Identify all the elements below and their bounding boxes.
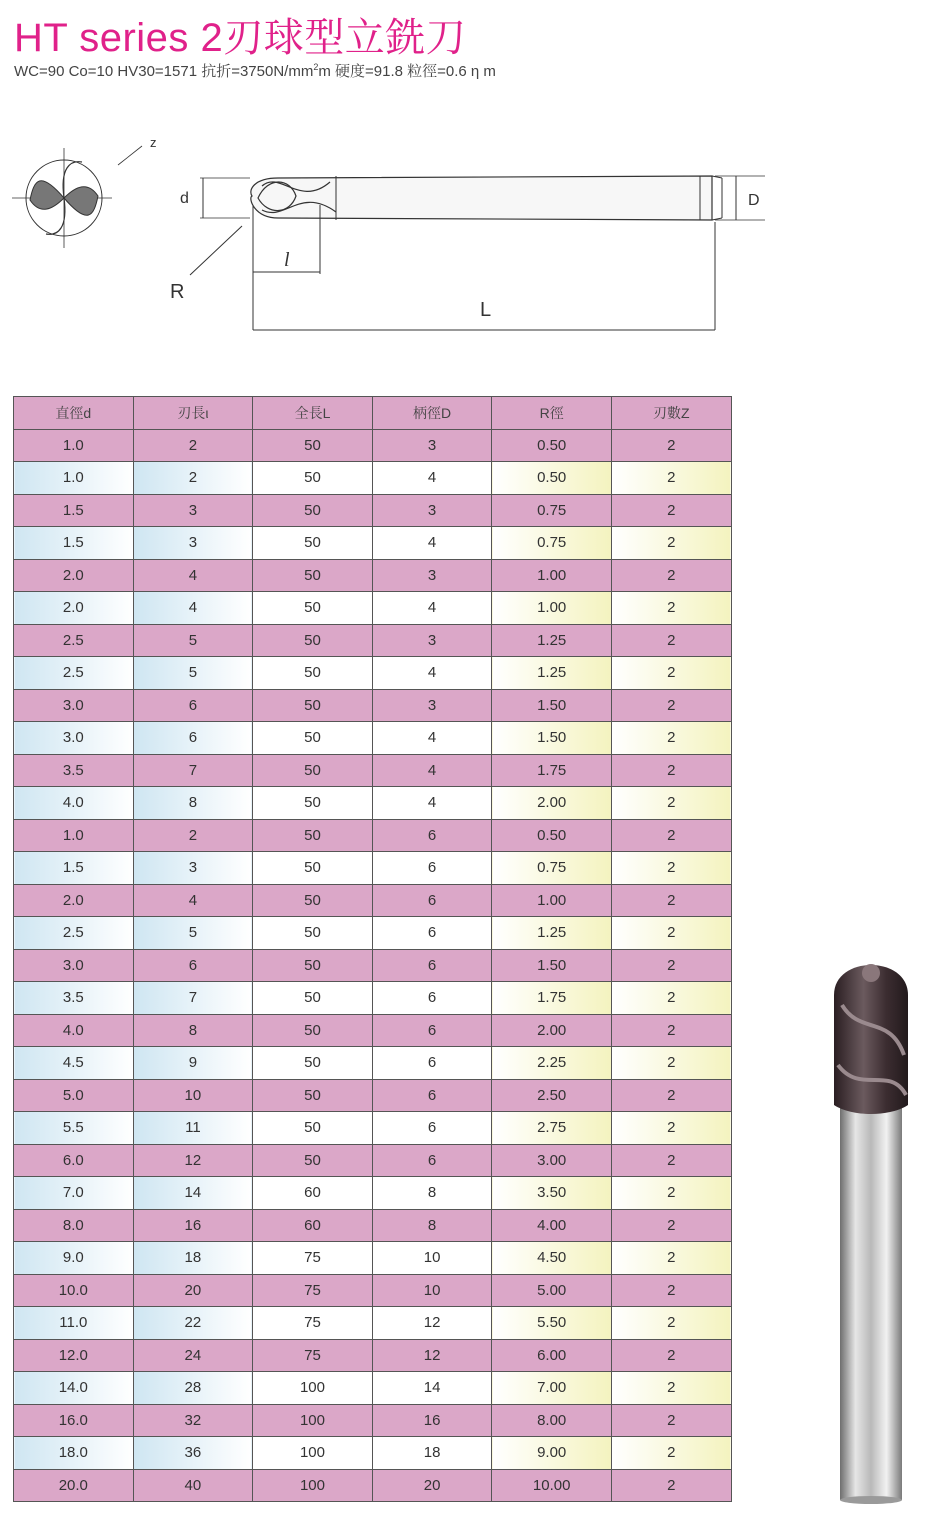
cell-shank-diameter: 3 — [372, 689, 492, 722]
table-row — [14, 592, 732, 625]
cell-flutes: 2 — [611, 1307, 731, 1340]
header-diameter: 直徑d — [14, 397, 134, 430]
cell-diameter: 4.0 — [14, 1014, 134, 1047]
cell-flutes: 2 — [611, 624, 731, 657]
table-row — [14, 1177, 732, 1210]
cell-overall-length: 50 — [253, 657, 373, 690]
cell-flutes: 2 — [611, 592, 731, 625]
cell-flutes: 2 — [611, 917, 731, 950]
cell-shank-diameter: 6 — [372, 884, 492, 917]
cell-overall-length: 75 — [253, 1274, 373, 1307]
label-d: d — [180, 190, 189, 207]
cell-diameter: 8.0 — [14, 1209, 134, 1242]
table-row — [14, 494, 732, 527]
cell-overall-length: 75 — [253, 1242, 373, 1275]
cell-diameter: 4.0 — [14, 787, 134, 820]
cell-shank-diameter: 3 — [372, 494, 492, 527]
cell-flutes: 2 — [611, 429, 731, 462]
cell-radius: 1.75 — [492, 754, 612, 787]
cell-radius: 4.00 — [492, 1209, 612, 1242]
header-flutes: 刃數Z — [611, 397, 731, 430]
cell-overall-length: 50 — [253, 787, 373, 820]
end-mill-product-photo — [820, 945, 920, 1505]
cell-radius: 0.75 — [492, 852, 612, 885]
cell-overall-length: 50 — [253, 754, 373, 787]
cell-flutes: 2 — [611, 494, 731, 527]
cell-shank-diameter: 6 — [372, 1079, 492, 1112]
cell-flute-length: 12 — [133, 1144, 253, 1177]
cell-diameter: 3.5 — [14, 754, 134, 787]
cell-shank-diameter: 8 — [372, 1209, 492, 1242]
table-row — [14, 462, 732, 495]
end-mill-dimension-diagram — [0, 120, 790, 340]
cell-diameter: 1.5 — [14, 527, 134, 560]
cell-flute-length: 10 — [133, 1079, 253, 1112]
cell-diameter: 7.0 — [14, 1177, 134, 1210]
table-row — [14, 624, 732, 657]
cell-overall-length: 100 — [253, 1469, 373, 1502]
table-row — [14, 1404, 732, 1437]
cell-flutes: 2 — [611, 1047, 731, 1080]
cell-flute-length: 6 — [133, 722, 253, 755]
cell-flutes: 2 — [611, 1339, 731, 1372]
cell-flute-length: 14 — [133, 1177, 253, 1210]
header-shank-diameter: 柄徑D — [372, 397, 492, 430]
cell-overall-length: 50 — [253, 429, 373, 462]
cell-flute-length: 36 — [133, 1437, 253, 1470]
cell-diameter: 1.0 — [14, 429, 134, 462]
table-row — [14, 1469, 732, 1502]
cell-flute-length: 5 — [133, 657, 253, 690]
cell-radius: 2.50 — [492, 1079, 612, 1112]
cell-flutes: 2 — [611, 754, 731, 787]
cell-flutes: 2 — [611, 1177, 731, 1210]
cell-shank-diameter: 4 — [372, 787, 492, 820]
cell-diameter: 3.0 — [14, 722, 134, 755]
cell-diameter: 1.0 — [14, 819, 134, 852]
cell-overall-length: 50 — [253, 884, 373, 917]
cell-flutes: 2 — [611, 982, 731, 1015]
cell-overall-length: 50 — [253, 1079, 373, 1112]
cell-flutes: 2 — [611, 559, 731, 592]
cell-radius: 3.00 — [492, 1144, 612, 1177]
table-row — [14, 1112, 732, 1145]
cell-radius: 0.75 — [492, 494, 612, 527]
cell-overall-length: 75 — [253, 1307, 373, 1340]
cell-diameter: 1.0 — [14, 462, 134, 495]
cell-radius: 2.00 — [492, 1014, 612, 1047]
cell-shank-diameter: 6 — [372, 917, 492, 950]
cell-diameter: 6.0 — [14, 1144, 134, 1177]
cell-flutes: 2 — [611, 1404, 731, 1437]
cell-radius: 0.75 — [492, 527, 612, 560]
cell-flute-length: 2 — [133, 819, 253, 852]
table-row — [14, 722, 732, 755]
cell-radius: 6.00 — [492, 1339, 612, 1372]
cell-radius: 1.00 — [492, 592, 612, 625]
cell-overall-length: 50 — [253, 1014, 373, 1047]
cell-flutes: 2 — [611, 657, 731, 690]
table-row — [14, 689, 732, 722]
cell-shank-diameter: 18 — [372, 1437, 492, 1470]
cell-diameter: 2.5 — [14, 657, 134, 690]
cell-radius: 1.25 — [492, 917, 612, 950]
cell-shank-diameter: 3 — [372, 429, 492, 462]
table-row — [14, 884, 732, 917]
cell-overall-length: 50 — [253, 917, 373, 950]
cell-radius: 1.50 — [492, 949, 612, 982]
shank-shape — [840, 1100, 902, 1500]
cell-flutes: 2 — [611, 1274, 731, 1307]
table-row — [14, 1047, 732, 1080]
cell-shank-diameter: 6 — [372, 1047, 492, 1080]
table-row — [14, 787, 732, 820]
cell-overall-length: 50 — [253, 592, 373, 625]
cell-shank-diameter: 20 — [372, 1469, 492, 1502]
table-row — [14, 657, 732, 690]
cell-radius: 9.00 — [492, 1437, 612, 1470]
cell-diameter: 9.0 — [14, 1242, 134, 1275]
cell-diameter: 5.0 — [14, 1079, 134, 1112]
table-row — [14, 527, 732, 560]
cell-flutes: 2 — [611, 1209, 731, 1242]
cell-overall-length: 50 — [253, 1112, 373, 1145]
cell-flutes: 2 — [611, 1014, 731, 1047]
table-row — [14, 949, 732, 982]
cell-diameter: 5.5 — [14, 1112, 134, 1145]
cell-radius: 1.00 — [492, 559, 612, 592]
cell-shank-diameter: 4 — [372, 722, 492, 755]
table-row — [14, 429, 732, 462]
cell-shank-diameter: 8 — [372, 1177, 492, 1210]
header-radius: R徑 — [492, 397, 612, 430]
table-row — [14, 559, 732, 592]
cell-radius: 1.75 — [492, 982, 612, 1015]
cell-flute-length: 3 — [133, 494, 253, 527]
cell-shank-diameter: 3 — [372, 559, 492, 592]
cell-diameter: 2.0 — [14, 559, 134, 592]
cell-flute-length: 7 — [133, 982, 253, 1015]
table-row — [14, 754, 732, 787]
label-D: D — [748, 192, 760, 209]
label-R: R — [170, 281, 185, 303]
table-row — [14, 982, 732, 1015]
cell-radius: 5.50 — [492, 1307, 612, 1340]
table-row — [14, 917, 732, 950]
table-row — [14, 1274, 732, 1307]
cell-radius: 10.00 — [492, 1469, 612, 1502]
cell-overall-length: 50 — [253, 722, 373, 755]
cell-flute-length: 11 — [133, 1112, 253, 1145]
cell-diameter: 11.0 — [14, 1307, 134, 1340]
cell-flutes: 2 — [611, 852, 731, 885]
cell-flute-length: 24 — [133, 1339, 253, 1372]
spec-table-body — [14, 429, 732, 1502]
cell-overall-length: 50 — [253, 559, 373, 592]
cell-overall-length: 60 — [253, 1177, 373, 1210]
cell-flutes: 2 — [611, 884, 731, 917]
cell-shank-diameter: 6 — [372, 982, 492, 1015]
cell-flute-length: 7 — [133, 754, 253, 787]
cell-overall-length: 50 — [253, 462, 373, 495]
cell-overall-length: 100 — [253, 1437, 373, 1470]
cell-shank-diameter: 6 — [372, 1144, 492, 1177]
cell-flutes: 2 — [611, 819, 731, 852]
cell-flute-length: 4 — [133, 559, 253, 592]
cell-radius: 1.50 — [492, 722, 612, 755]
cell-overall-length: 50 — [253, 624, 373, 657]
cell-shank-diameter: 4 — [372, 527, 492, 560]
cell-shank-diameter: 14 — [372, 1372, 492, 1405]
cell-flutes: 2 — [611, 1112, 731, 1145]
cell-radius: 5.00 — [492, 1274, 612, 1307]
cell-flute-length: 3 — [133, 527, 253, 560]
cell-flute-length: 3 — [133, 852, 253, 885]
table-row — [14, 1079, 732, 1112]
cell-overall-length: 50 — [253, 1144, 373, 1177]
cell-radius: 0.50 — [492, 429, 612, 462]
cell-diameter: 2.0 — [14, 592, 134, 625]
cell-shank-diameter: 10 — [372, 1242, 492, 1275]
table-row — [14, 819, 732, 852]
cell-flutes: 2 — [611, 689, 731, 722]
table-row — [14, 852, 732, 885]
cell-diameter: 3.0 — [14, 689, 134, 722]
cell-flute-length: 5 — [133, 624, 253, 657]
cell-overall-length: 50 — [253, 689, 373, 722]
cell-flute-length: 32 — [133, 1404, 253, 1437]
table-row — [14, 1209, 732, 1242]
cell-diameter: 2.5 — [14, 624, 134, 657]
cell-flute-length: 6 — [133, 689, 253, 722]
cell-flutes: 2 — [611, 722, 731, 755]
cell-shank-diameter: 4 — [372, 754, 492, 787]
cell-overall-length: 50 — [253, 949, 373, 982]
label-L: L — [480, 299, 492, 321]
cell-flute-length: 5 — [133, 917, 253, 950]
cell-diameter: 1.5 — [14, 852, 134, 885]
cell-shank-diameter: 3 — [372, 624, 492, 657]
cell-shank-diameter: 4 — [372, 657, 492, 690]
label-l: l — [284, 249, 290, 271]
end-view-icon — [12, 146, 142, 248]
cell-radius: 1.25 — [492, 657, 612, 690]
cell-flute-length: 16 — [133, 1209, 253, 1242]
cell-flute-length: 18 — [133, 1242, 253, 1275]
material-specs — [14, 60, 496, 81]
table-row — [14, 1014, 732, 1047]
cell-radius: 1.50 — [492, 689, 612, 722]
cell-flute-length: 40 — [133, 1469, 253, 1502]
cell-radius: 3.50 — [492, 1177, 612, 1210]
table-row — [14, 1242, 732, 1275]
cell-overall-length: 100 — [253, 1404, 373, 1437]
cell-diameter: 3.5 — [14, 982, 134, 1015]
cell-shank-diameter: 4 — [372, 592, 492, 625]
cell-overall-length: 50 — [253, 1047, 373, 1080]
cell-radius: 4.50 — [492, 1242, 612, 1275]
cell-flute-length: 2 — [133, 429, 253, 462]
cell-diameter: 14.0 — [14, 1372, 134, 1405]
cell-flutes: 2 — [611, 949, 731, 982]
cell-shank-diameter: 6 — [372, 819, 492, 852]
header-flute-length: 刃長ι — [133, 397, 253, 430]
table-row — [14, 1372, 732, 1405]
cell-shank-diameter: 6 — [372, 949, 492, 982]
cell-radius: 2.00 — [492, 787, 612, 820]
cell-overall-length: 60 — [253, 1209, 373, 1242]
cell-flutes: 2 — [611, 527, 731, 560]
table-row — [14, 1144, 732, 1177]
cell-overall-length: 50 — [253, 852, 373, 885]
cell-shank-diameter: 6 — [372, 1014, 492, 1047]
specs-text: WC=90 Co=10 HV30=1571 抗折=3750N/mm — [14, 63, 314, 80]
end-mill-side-view — [190, 176, 765, 330]
cell-radius: 0.50 — [492, 819, 612, 852]
cell-flute-length: 8 — [133, 1014, 253, 1047]
cell-diameter: 4.5 — [14, 1047, 134, 1080]
table-header-row — [14, 397, 732, 430]
cell-radius: 2.75 — [492, 1112, 612, 1145]
cell-flutes: 2 — [611, 1079, 731, 1112]
cell-overall-length: 50 — [253, 819, 373, 852]
cell-flutes: 2 — [611, 1469, 731, 1502]
cell-diameter: 16.0 — [14, 1404, 134, 1437]
cell-flute-length: 4 — [133, 592, 253, 625]
cell-shank-diameter: 4 — [372, 462, 492, 495]
cell-flute-length: 9 — [133, 1047, 253, 1080]
cell-flute-length: 4 — [133, 884, 253, 917]
cell-flute-length: 20 — [133, 1274, 253, 1307]
cell-flutes: 2 — [611, 1437, 731, 1470]
label-z: z — [150, 135, 157, 150]
cell-diameter: 18.0 — [14, 1437, 134, 1470]
cell-shank-diameter: 12 — [372, 1307, 492, 1340]
cell-overall-length: 75 — [253, 1339, 373, 1372]
cell-radius: 0.50 — [492, 462, 612, 495]
cell-flutes: 2 — [611, 787, 731, 820]
table-row — [14, 1307, 732, 1340]
cell-shank-diameter: 10 — [372, 1274, 492, 1307]
cell-radius: 1.25 — [492, 624, 612, 657]
cell-flute-length: 28 — [133, 1372, 253, 1405]
specs-superscript: 2 — [313, 62, 319, 72]
cell-overall-length: 50 — [253, 494, 373, 527]
cell-flute-length: 22 — [133, 1307, 253, 1340]
cell-shank-diameter: 12 — [372, 1339, 492, 1372]
cell-radius: 2.25 — [492, 1047, 612, 1080]
cell-radius: 1.00 — [492, 884, 612, 917]
cell-flute-length: 8 — [133, 787, 253, 820]
cell-flutes: 2 — [611, 1144, 731, 1177]
table-row — [14, 1437, 732, 1470]
cell-diameter: 3.0 — [14, 949, 134, 982]
cell-radius: 7.00 — [492, 1372, 612, 1405]
cell-diameter: 12.0 — [14, 1339, 134, 1372]
cell-diameter: 10.0 — [14, 1274, 134, 1307]
cell-overall-length: 50 — [253, 982, 373, 1015]
page-title: HT series 2刃球型立銑刀 — [14, 16, 467, 60]
cell-shank-diameter: 6 — [372, 1112, 492, 1145]
table-row — [14, 1339, 732, 1372]
cell-flute-length: 2 — [133, 462, 253, 495]
cell-flute-length: 6 — [133, 949, 253, 982]
cell-radius: 8.00 — [492, 1404, 612, 1437]
cell-diameter: 20.0 — [14, 1469, 134, 1502]
cell-flutes: 2 — [611, 462, 731, 495]
cell-overall-length: 100 — [253, 1372, 373, 1405]
cell-shank-diameter: 16 — [372, 1404, 492, 1437]
cell-shank-diameter: 6 — [372, 852, 492, 885]
spec-table — [13, 396, 732, 1502]
cell-diameter: 1.5 — [14, 494, 134, 527]
header-overall-length: 全長L — [253, 397, 373, 430]
cell-flutes: 2 — [611, 1372, 731, 1405]
cell-flutes: 2 — [611, 1242, 731, 1275]
specs-text-tail: m 硬度=91.8 粒徑=0.6 η m — [318, 63, 496, 80]
cell-diameter: 2.0 — [14, 884, 134, 917]
cell-diameter: 2.5 — [14, 917, 134, 950]
cell-overall-length: 50 — [253, 527, 373, 560]
